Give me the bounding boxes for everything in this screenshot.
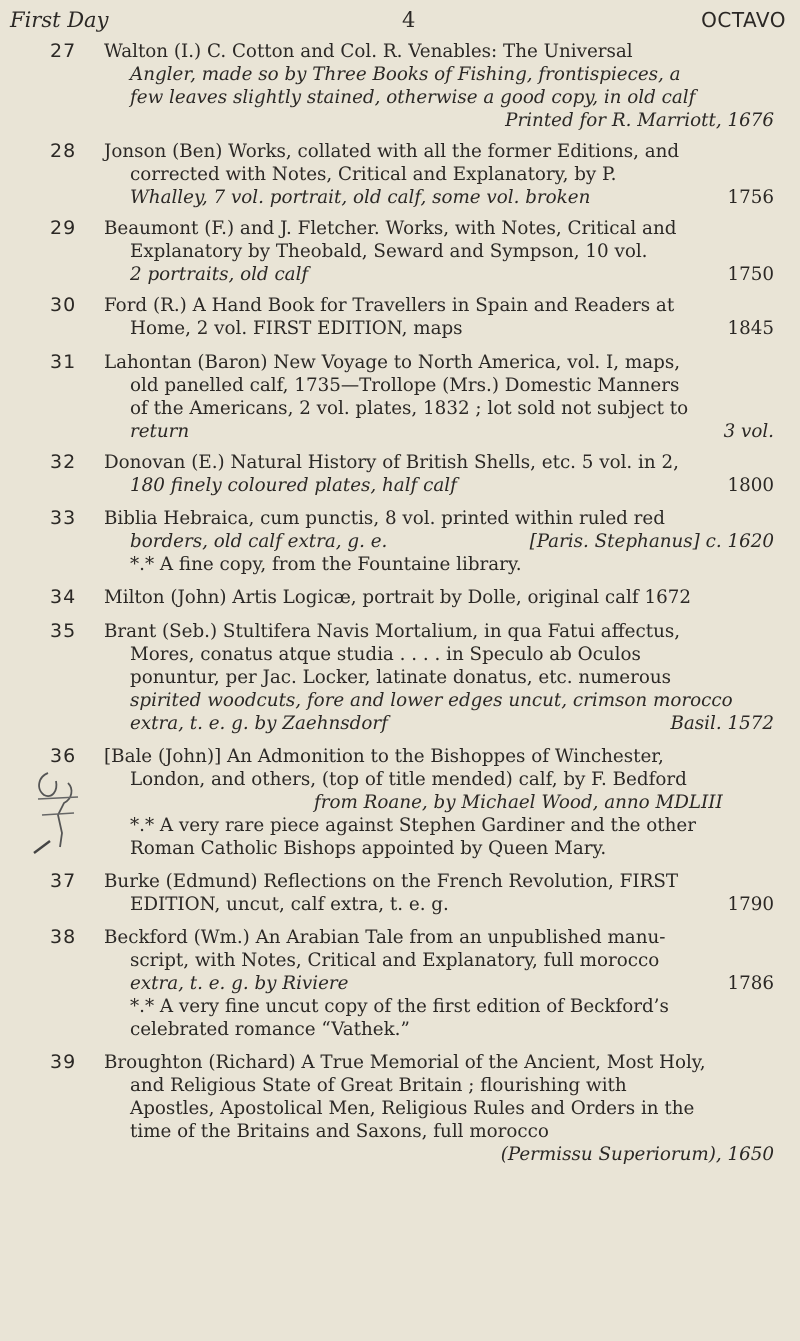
lot-list — [0, 40, 800, 1166]
lot-entry-31 — [0, 351, 800, 443]
entry-line: Angler, made so by Three Books of Fishing, frontispieces, a — [130, 64, 681, 85]
entry-line: extra, t. e. g. by Zaehnsdorf — [130, 713, 388, 734]
entry-imprint: Basil. 1572 — [670, 713, 774, 734]
lot-number: 28 — [50, 140, 77, 162]
entry-line-with-year — [104, 893, 774, 916]
entry-note: *.* A very fine uncut copy of the first edition of Beckford’s — [130, 996, 669, 1017]
entry-line: of the Americans, 2 vol. plates, 1832 ; lot sold not subject to — [130, 398, 689, 419]
lot-number: 30 — [50, 294, 77, 316]
entry-note: *.* A very rare piece against Stephen Gardiner and the other — [130, 815, 696, 836]
sale-day-title: First Day — [10, 8, 109, 32]
entry-line: Jonson (Ben) Works, collated with all the former Editions, and — [104, 141, 680, 162]
entry-volume-count: 3 vol. — [723, 421, 774, 442]
entry-note: *.* A fine copy, from the Fountaine library. — [130, 554, 522, 575]
entry-year: 1800 — [727, 475, 774, 496]
lot-number: 38 — [50, 926, 77, 948]
lot-entry-32 — [0, 451, 800, 497]
lot-number: 32 — [50, 451, 77, 473]
lot-entry-35 — [0, 620, 800, 735]
format-heading: OCTAVO — [701, 8, 786, 32]
entry-line: Beckford (Wm.) An Arabian Tale from an unpublished manu- — [104, 927, 666, 948]
entry-line: Home, 2 vol. FIRST EDITION, maps — [130, 318, 463, 339]
entry-note: Roman Catholic Bishops appointed by Queen Mary. — [130, 838, 607, 859]
entry-line: script, with Notes, Critical and Explanatory, full morocco — [130, 950, 660, 971]
entry-line-with-year — [104, 317, 774, 340]
entry-line: Ford (R.) A Hand Book for Travellers in Spain and Readers at — [104, 295, 675, 316]
lot-number: 35 — [50, 620, 77, 642]
lot-entry-29 — [0, 217, 800, 286]
entry-line-with-year — [104, 263, 774, 286]
lot-entry-33 — [0, 507, 800, 576]
entry-line: Walton (I.) C. Cotton and Col. R. Venables: The Universal — [104, 41, 633, 62]
entry-line: Explanatory by Theobald, Seward and Sympson, 10 vol. — [130, 241, 648, 262]
entry-line: 180 finely coloured plates, half calf — [130, 475, 457, 496]
lot-number: 27 — [50, 40, 77, 62]
entry-line: London, and others, (top of title mended) calf, by F. Bedford — [130, 769, 687, 790]
entry-line: Donovan (E.) Natural History of British Shells, etc. 5 vol. in 2, — [104, 452, 679, 473]
entry-year: 1756 — [727, 187, 774, 208]
lot-entry-34 — [0, 586, 800, 609]
lot-number: 34 — [50, 586, 77, 608]
entry-imprint: (Permissu Superiorum), 1650 — [500, 1144, 774, 1165]
entry-imprint: Printed for R. Marriott, 1676 — [505, 110, 774, 131]
entry-line-with-year — [104, 972, 774, 995]
lot-number: 37 — [50, 870, 77, 892]
entry-line-with-year — [104, 530, 774, 553]
entry-line: Milton (John) Artis Logicæ, portrait by Dolle, original calf 1672 — [104, 587, 692, 608]
entry-line: Whalley, 7 vol. portrait, old calf, some vol. broken — [130, 187, 591, 208]
entry-line-with-year — [104, 186, 774, 209]
entry-line: Burke (Edmund) Reflections on the French Revolution, FIRST — [104, 871, 679, 892]
entry-line: old panelled calf, 1735—Trollope (Mrs.) Domestic Manners — [130, 375, 680, 396]
entry-line: extra, t. e. g. by Riviere — [130, 973, 349, 994]
entry-line: Lahontan (Baron) New Voyage to North America, vol. I, maps, — [104, 352, 681, 373]
entry-line: EDITION, uncut, calf extra, t. e. g. — [130, 894, 449, 915]
entry-line: Mores, conatus atque studia . . . . in Speculo ab Oculos — [130, 644, 641, 665]
lot-entry-38 — [0, 926, 800, 1041]
lot-entry-36 — [0, 745, 800, 860]
lot-entry-28 — [0, 140, 800, 209]
entry-line: [Bale (John)] An Admonition to the Bishoppes of Winchester, — [104, 746, 664, 767]
entry-line: spirited woodcuts, fore and lower edges uncut, crimson morocco — [130, 690, 733, 711]
entry-line: time of the Britains and Saxons, full morocco — [130, 1121, 549, 1142]
lot-number: 33 — [50, 507, 77, 529]
entry-line: Biblia Hebraica, cum punctis, 8 vol. printed within ruled red — [104, 508, 665, 529]
entry-line-with-year — [104, 420, 774, 443]
entry-imprint: from Roane, by Michael Wood, anno MDLIII — [314, 792, 723, 813]
entry-year: 1845 — [727, 318, 774, 339]
lot-number: 39 — [50, 1051, 77, 1073]
entry-line: Beaumont (F.) and J. Fletcher. Works, with Notes, Critical and — [104, 218, 677, 239]
entry-year: 1790 — [727, 894, 774, 915]
entry-note: celebrated romance “Vathek.” — [130, 1019, 410, 1040]
entry-year: 1786 — [727, 973, 774, 994]
lot-entry-27 — [0, 40, 800, 132]
entry-line: return — [130, 421, 190, 442]
entry-line-with-year — [104, 474, 774, 497]
entry-imprint: [Paris. Stephanus] c. 1620 — [529, 531, 774, 552]
lot-number: 31 — [50, 351, 77, 373]
lot-number: 36 — [50, 745, 77, 767]
entry-line: 2 portraits, old calf — [130, 264, 309, 285]
entry-line: Brant (Seb.) Stultifera Navis Mortalium, in qua Fatui affectus, — [104, 621, 681, 642]
entry-line: borders, old calf extra, g. e. — [130, 531, 388, 552]
lot-entry-30 — [0, 294, 800, 340]
lot-entry-37 — [0, 870, 800, 916]
entry-line: ponuntur, per Jac. Locker, latinate donatus, etc. numerous — [130, 667, 672, 688]
lot-number: 29 — [50, 217, 77, 239]
page-number: 4 — [402, 8, 416, 32]
page-header — [10, 6, 786, 34]
entry-line: Apostles, Apostolical Men, Religious Rules and Orders in the — [130, 1098, 695, 1119]
lot-entry-39 — [0, 1051, 800, 1166]
entry-line: Broughton (Richard) A True Memorial of the Ancient, Most Holy, — [104, 1052, 706, 1073]
entry-line: and Religious State of Great Britain ; flourishing with — [130, 1075, 627, 1096]
entry-year: 1750 — [727, 264, 774, 285]
entry-line: corrected with Notes, Critical and Explanatory, by P. — [130, 164, 617, 185]
entry-line-with-year — [104, 712, 774, 735]
entry-line: few leaves slightly stained, otherwise a good copy, in old calf — [130, 87, 696, 108]
